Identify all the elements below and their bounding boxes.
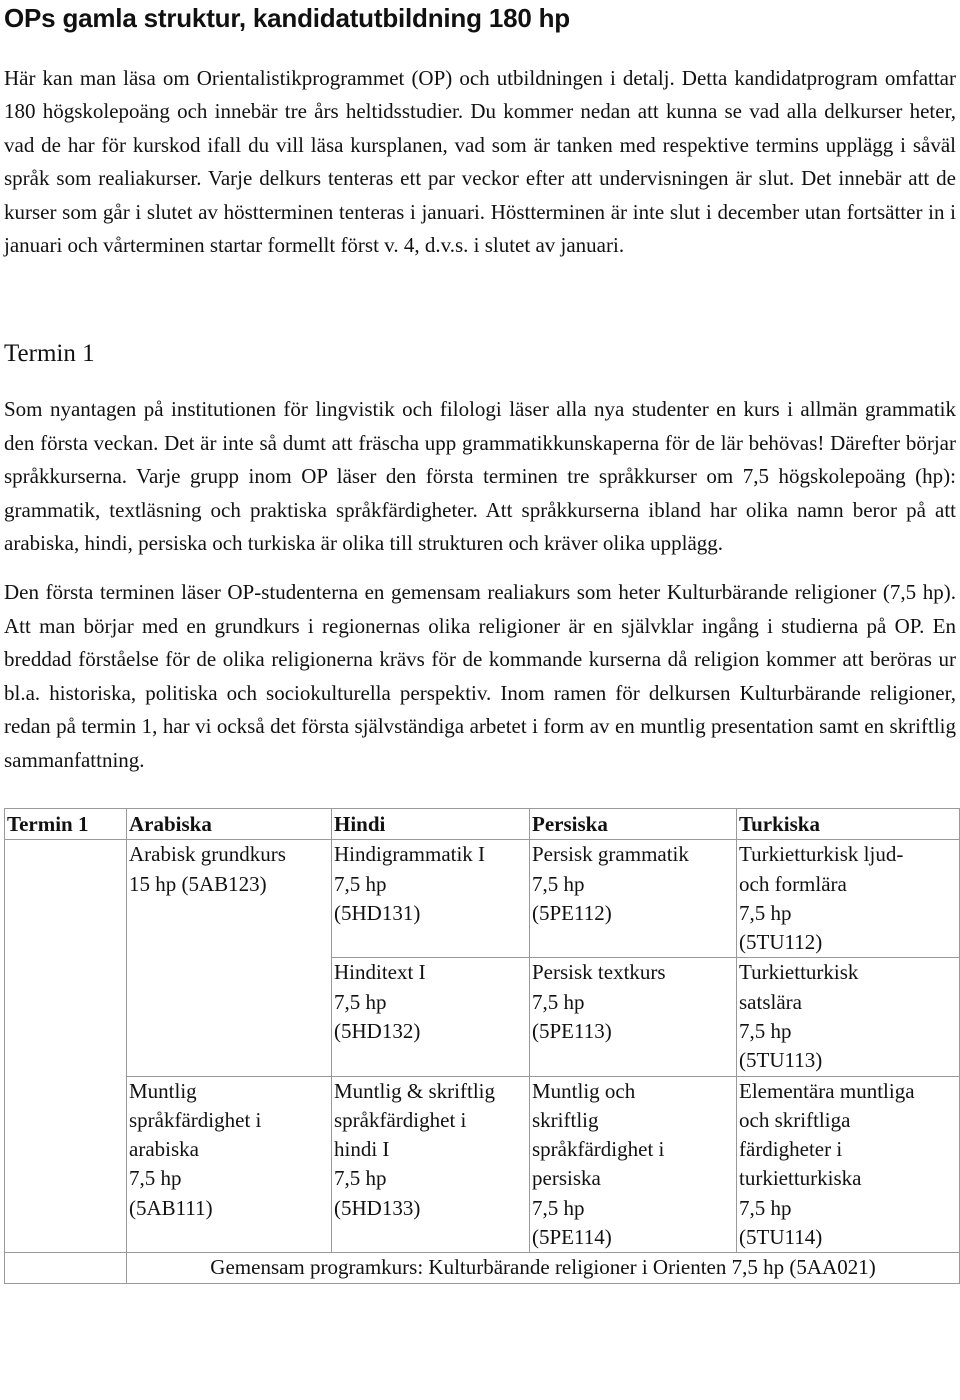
header-persiska: Persiska — [530, 808, 737, 839]
cell-line: 7,5 hp — [739, 1195, 792, 1220]
cell-line: och skriftliga — [739, 1107, 851, 1132]
cell-line: (5HD133) — [334, 1195, 421, 1220]
cell-hindi-course-3 — [332, 1076, 530, 1253]
cell-line: satslära — [739, 989, 802, 1014]
section-heading-termin-1: Termin 1 — [4, 340, 95, 368]
cell-line: 7,5 hp — [532, 871, 585, 896]
cell-line: Elementära muntliga — [739, 1078, 915, 1103]
header-termin: Termin 1 — [5, 808, 127, 839]
cell-line: språkfärdighet i — [334, 1107, 467, 1132]
cell-line: språkfärdighet i — [129, 1107, 262, 1132]
cell-persian-course-3 — [530, 1076, 737, 1253]
table-row — [5, 840, 960, 958]
cell-turkish-course-3 — [737, 1076, 960, 1253]
course-table — [4, 808, 960, 1284]
termin-1-paragraph-2: Den första terminen läser OP-studenterna en gemensam realiakurs som heter Kulturbärande religioner (7,5 hp). Att man börjar med en grundkurs i regionernas olika religioner är en självklar ingång i studierna på OP. En breddad förståelse för de olika religionerna krävs för de kommande kurserna då religion kommer att beröras ur bl.a. historiska, politiska och sociokulturella perspektiv. Inom ramen för delkursen Kulturbärande religioner, redan på termin 1, har vi också det första självständiga arbetet i form av en muntlig presentation samt en skriftlig sammanfattning. — [4, 580, 956, 772]
header-arabiska: Arabiska — [127, 808, 332, 839]
header-turkiska: Turkiska — [737, 808, 960, 839]
cell-line: persiska — [532, 1166, 601, 1191]
cell-line: Muntlig och — [532, 1078, 636, 1103]
cell-line: (5PE112) — [532, 900, 612, 925]
header-hindi: Hindi — [332, 808, 530, 839]
termin-column-cell — [5, 1253, 127, 1283]
cell-turkish-course-1 — [737, 840, 960, 958]
cell-line: (5HD131) — [334, 900, 421, 925]
table-row — [5, 1076, 960, 1253]
cell-line: Hinditext I — [334, 960, 426, 985]
cell-line: Turkietturkisk — [739, 960, 859, 985]
cell-line: hindi I — [334, 1137, 390, 1162]
cell-line: (5HD132) — [334, 1018, 421, 1043]
cell-persian-course-2 — [530, 958, 737, 1076]
cell-line: Persisk grammatik — [532, 842, 689, 867]
cell-line: 7,5 hp — [334, 989, 387, 1014]
cell-line: 7,5 hp — [532, 989, 585, 1014]
cell-line: språkfärdighet i — [532, 1137, 665, 1162]
cell-line: arabiska — [129, 1137, 199, 1162]
cell-line: 7,5 hp — [532, 1195, 585, 1220]
cell-turkish-course-2 — [737, 958, 960, 1076]
cell-line: 15 hp (5AB123) — [129, 871, 267, 896]
cell-line: (5PE113) — [532, 1018, 612, 1043]
cell-line: turkietturkiska — [739, 1166, 862, 1191]
termin-1-paragraph-1: Som nyantagen på institutionen för lingvistik och filologi läser alla nya studenter en kurs i allmän grammatik den första veckan. Det är inte så dumt att fräscha upp grammatikkunskaperna för de lär behövas! Därefter börjar språkkurserna. Varje grupp inom OP läser den första terminen tre språkkurser om 7,5 högskolepoäng (hp): grammatik, textläsning och praktiska språkfärdigheter. Att språkkurserna ibland har olika namn beror på att arabiska, hindi, persiska och turkiska är olika till strukturen och kräver olika upplägg. — [4, 397, 956, 556]
cell-line: (5TU113) — [739, 1048, 823, 1073]
cell-line: 7,5 hp — [739, 1018, 792, 1043]
page-title: OPs gamla struktur, kandidatutbildning 180 hp — [4, 3, 570, 33]
cell-hindi-course-1 — [332, 840, 530, 958]
cell-line: 7,5 hp — [334, 1166, 387, 1191]
cell-arabic-course-1 — [127, 840, 332, 1076]
cell-arabic-course-2 — [127, 1076, 332, 1253]
intro-paragraph: Här kan man läsa om Orientalistikprogrammet (OP) och utbildningen i detalj. Detta kandidatprogram omfattar 180 högskolepoäng och innebär tre års heltidsstudier. Du kommer nedan att kunna se vad alla delkurser heter, vad de har för kurskod ifall du vill läsa kursplanen, vad som är tanken med respektive termins upplägg i såväl språk som realiakurser. Varje delkurs tenteras ett par veckor efter att undervisningen är slut. Det innebär att de kurser som går i slutet av höstterminen tenteras i januari. Höstterminen är inte slut i december utan fortsätter in i januari och vårterminen startar formellt först v. 4, d.v.s. i slutet av januari. — [4, 66, 956, 258]
cell-line: Muntlig & skriftlig — [334, 1078, 496, 1103]
cell-line: Muntlig — [129, 1078, 197, 1103]
cell-persian-course-1 — [530, 840, 737, 958]
cell-line: (5PE114) — [532, 1225, 612, 1250]
table-row-common — [5, 1253, 960, 1283]
cell-line: Arabisk grundkurs — [129, 842, 286, 867]
cell-line: skriftlig — [532, 1107, 599, 1132]
cell-line: 7,5 hp — [334, 871, 387, 896]
cell-line: Turkietturkisk ljud- — [739, 842, 904, 867]
cell-line: (5TU112) — [739, 930, 823, 955]
cell-line: 7,5 hp — [129, 1166, 182, 1191]
cell-line: Hindigrammatik I — [334, 842, 486, 867]
cell-line: Persisk textkurs — [532, 960, 666, 985]
cell-line: färdigheter i — [739, 1137, 843, 1162]
table-header-row — [5, 808, 960, 839]
cell-line: (5TU114) — [739, 1225, 823, 1250]
cell-line: (5AB111) — [129, 1195, 213, 1220]
cell-hindi-course-2 — [332, 958, 530, 1076]
cell-line: och formlära — [739, 871, 847, 896]
termin-column-cell — [5, 840, 127, 1253]
common-program-course: Gemensam programkurs: Kulturbärande religioner i Orienten 7,5 hp (5AA021) — [127, 1253, 960, 1283]
cell-line: 7,5 hp — [739, 900, 792, 925]
